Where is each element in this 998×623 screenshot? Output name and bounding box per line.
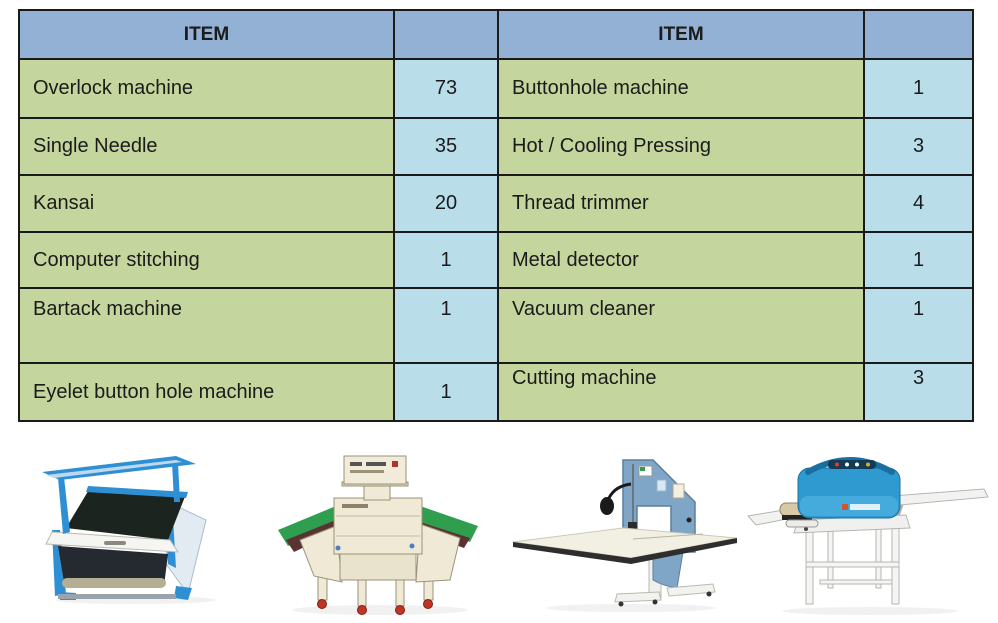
table-row <box>19 232 973 288</box>
qty-cell: 20 <box>394 175 498 232</box>
header-qty-right <box>864 10 973 59</box>
fusing-press-machine-image <box>742 448 992 618</box>
item-cell: Hot / Cooling Pressing <box>498 118 864 175</box>
item-cell: Overlock machine <box>19 59 394 118</box>
header-item-right: ITEM <box>498 10 864 59</box>
fabric-inspection-machine-photo <box>30 448 255 606</box>
qty-cell: 1 <box>864 232 973 288</box>
header-qty-left <box>394 10 498 59</box>
item-cell: Computer stitching <box>19 232 394 288</box>
item-cell: Buttonhole machine <box>498 59 864 118</box>
table-row <box>19 175 973 232</box>
qty-cell: 4 <box>864 175 973 232</box>
fabric-inspection-machine-image <box>30 448 255 606</box>
table-row <box>19 288 973 363</box>
table-row <box>19 59 973 118</box>
item-cell: Bartack machine <box>19 288 394 363</box>
fusing-press-machine-photo <box>742 448 992 618</box>
item-cell: Vacuum cleaner <box>498 288 864 363</box>
table-row <box>19 363 973 421</box>
item-cell: Kansai <box>19 175 394 232</box>
band-knife-cutting-machine-image <box>503 446 748 616</box>
needle-detector-machine-image <box>262 442 497 617</box>
table-header-row <box>19 10 973 59</box>
item-cell: Cutting machine <box>498 363 864 421</box>
qty-cell: 73 <box>394 59 498 118</box>
item-cell: Thread trimmer <box>498 175 864 232</box>
item-cell: Eyelet button hole machine <box>19 363 394 421</box>
table-row <box>19 118 973 175</box>
qty-cell: 3 <box>864 118 973 175</box>
qty-cell: 3 <box>864 363 973 421</box>
header-item-left: ITEM <box>19 10 394 59</box>
qty-cell: 1 <box>394 363 498 421</box>
qty-cell: 1 <box>864 288 973 363</box>
qty-cell: 1 <box>864 59 973 118</box>
item-cell: Single Needle <box>19 118 394 175</box>
item-cell: Metal detector <box>498 232 864 288</box>
band-knife-cutting-machine-photo <box>503 446 748 616</box>
qty-cell: 1 <box>394 232 498 288</box>
qty-cell: 35 <box>394 118 498 175</box>
needle-detector-machine-photo <box>262 442 497 617</box>
equipment-table <box>18 9 974 422</box>
qty-cell: 1 <box>394 288 498 363</box>
